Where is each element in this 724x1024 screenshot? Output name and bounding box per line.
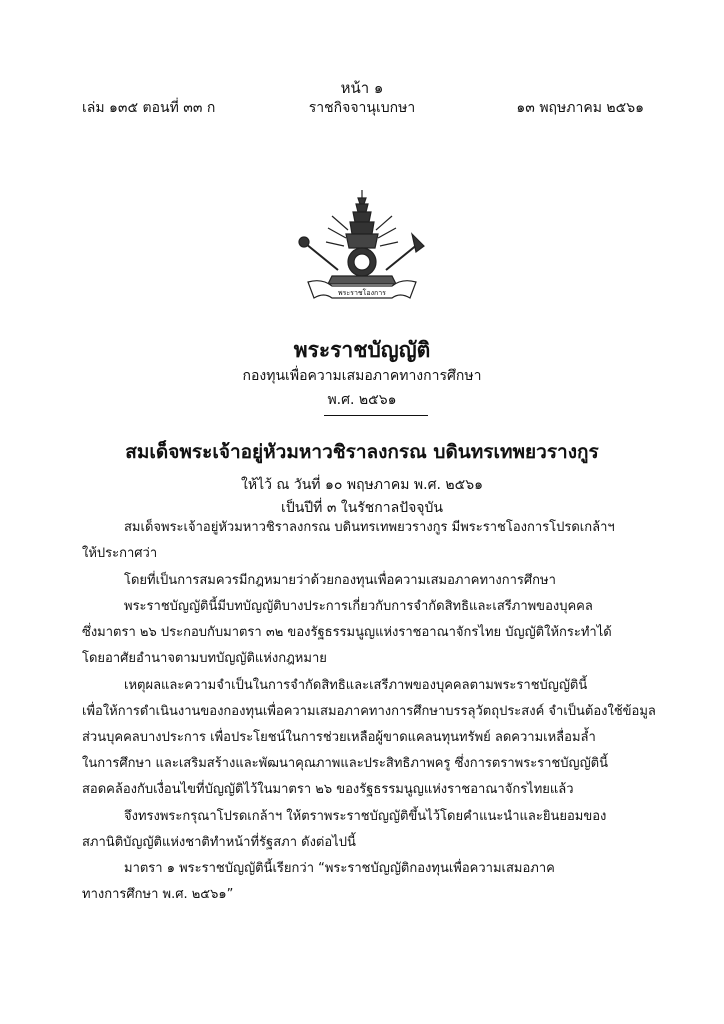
- gazette-date: ๑๓ พฤษภาคม ๒๕๖๑: [516, 100, 644, 116]
- paragraph-restriction-basis: [82, 594, 648, 672]
- text-line: พระราชบัญญัตินี้มีบทบัญญัติบางประการเกี่ยวกับการจำกัดสิทธิและเสรีภาพของบุคคล: [124, 599, 593, 614]
- given-date: ให้ไว้ ณ วันที่ ๑๐ พฤษภาคม พ.ศ. ๒๕๖๑: [241, 477, 483, 493]
- king-name: สมเด็จพระเจ้าอยู่หัวมหาวชิราลงกรณ บดินทรเทพยวรางกูร: [125, 441, 599, 463]
- text-line: สภานิติบัญญัติแห่งชาติทำหน้าที่รัฐสภา ดังต่อไปนี้: [82, 835, 356, 850]
- text-line: จึงทรงพระกรุณาโปรดเกล้าฯ ให้ตราพระราชบัญญัติขึ้นไว้โดยคำแนะนำและยินยอมของ: [124, 809, 607, 824]
- emblem-ribbon-text: พระราชโองการ: [338, 289, 386, 297]
- volume-issue: เล่ม ๑๓๕ ตอนที่ ๓๓ ก: [82, 100, 216, 116]
- reign-year: เป็นปีที่ ๓ ในรัชกาลปัจจุบัน: [281, 500, 443, 516]
- text-line: ในการศึกษา และเสริมสร้างและพัฒนาคุณภาพและประสิทธิภาพครู ซึ่งการตราพระราชบัญญัตินี้: [82, 756, 609, 771]
- paragraph-proclamation: [82, 515, 648, 567]
- text-line: เหตุผลและความจำเป็นในการจำกัดสิทธิและเสรีภาพของบุคคลตามพระราชบัญญัตินี้: [124, 678, 588, 693]
- text-line: ให้ประกาศว่า: [82, 546, 158, 561]
- text-line: โดยอาศัยอำนาจตามบทบัญญัติแห่งกฎหมาย: [82, 651, 327, 666]
- text-line: โดยที่เป็นการสมควรมีกฎหมายว่าด้วยกองทุนเพื่อความเสมอภาคทางการศึกษา: [124, 573, 556, 588]
- page-number: หน้า ๑: [340, 79, 384, 97]
- text-line: มาตรา ๑ พระราชบัญญัตินี้เรียกว่า “พระราชบัญญัติกองทุนเพื่อความเสมอภาค: [124, 861, 555, 876]
- section-1: [82, 856, 648, 908]
- title-divider: [324, 415, 428, 416]
- royal-crown-emblem-icon: [292, 186, 432, 310]
- text-line: สอดคล้องกับเงื่อนไขที่บัญญัติไว้ในมาตรา ๒๖ ของรัฐธรรมนูญแห่งราชอาณาจักรไทยแล้ว: [82, 782, 574, 797]
- text-line: ทางการศึกษา พ.ศ. ๒๕๖๑”: [82, 887, 234, 902]
- paragraph-enactment: [82, 804, 648, 856]
- text-line: เพื่อให้การดำเนินงานของกองทุนเพื่อความเสมอภาคทางการศึกษาบรรลุวัตถุประสงค์ จำเป็นต้องใช้ข้อมูล: [82, 704, 656, 719]
- text-line: ส่วนบุคคลบางประการ เพื่อประโยชน์ในการช่วยเหลือผู้ขาดแคลนทุนทรัพย์ ลดความเหลื่อมล้ำ: [82, 730, 596, 745]
- text-line: ซึ่งมาตรา ๒๖ ประกอบกับมาตรา ๓๒ ของรัฐธรรมนูญแห่งราชอาณาจักรไทย บัญญัติให้กระทำได้: [82, 625, 612, 640]
- paragraph-rationale: [82, 568, 648, 594]
- act-type-title: พระราชบัญญัติ: [293, 338, 431, 362]
- gazette-name: ราชกิจจานุเบกษา: [308, 100, 416, 116]
- act-year: พ.ศ. ๒๕๖๑: [327, 392, 397, 408]
- paragraph-necessity: [82, 673, 656, 803]
- text-line: สมเด็จพระเจ้าอยู่หัวมหาวชิราลงกรณ บดินทรเทพยวรางกูร มีพระราชโองการโปรดเกล้าฯ: [124, 520, 615, 535]
- act-name: กองทุนเพื่อความเสมอภาคทางการศึกษา: [242, 368, 482, 384]
